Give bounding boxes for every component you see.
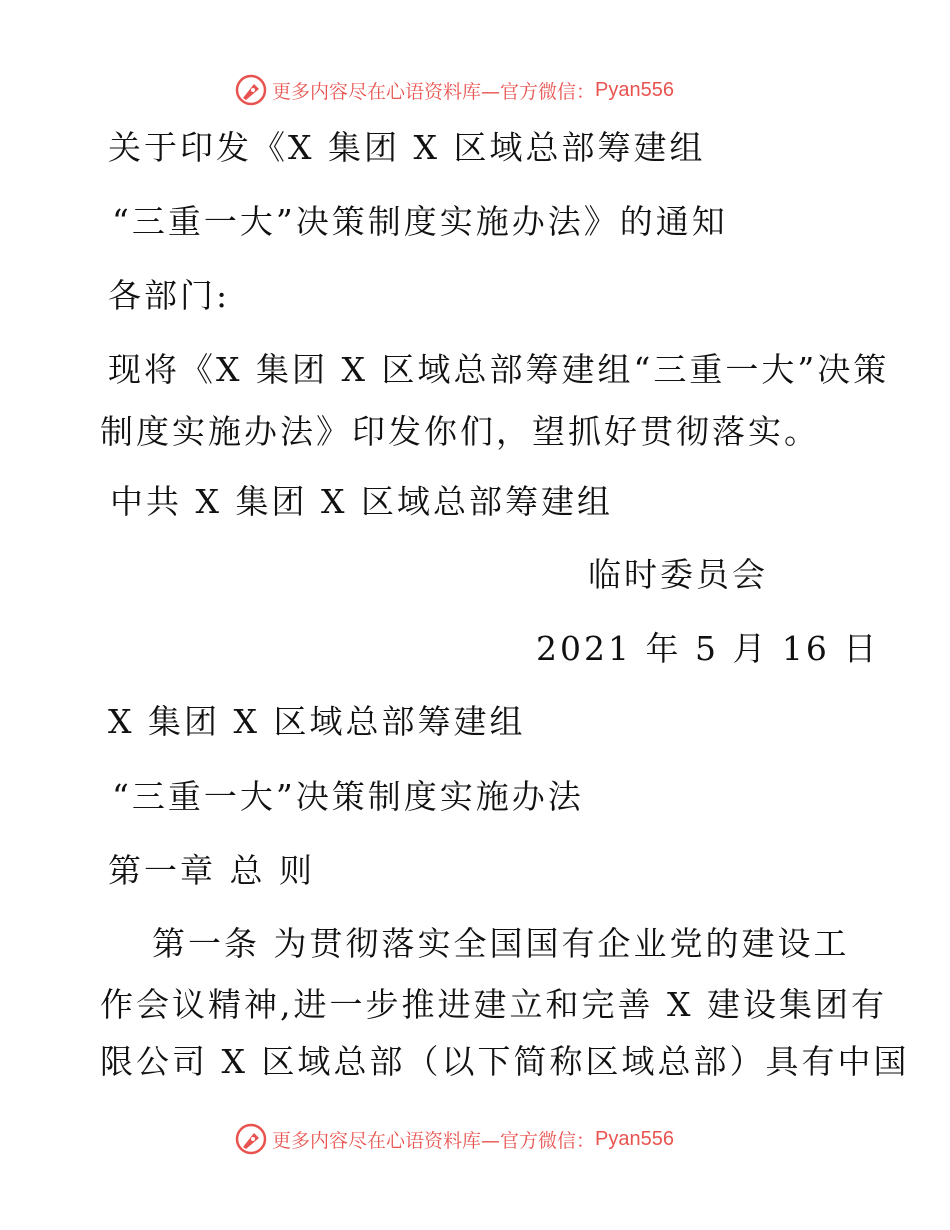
measures-title-line-1: X 集团 X 区域总部筹建组 (108, 702, 526, 741)
pen-nib-logo-icon (234, 1122, 268, 1156)
salutation: 各部门: (108, 276, 231, 315)
watermark-wechat-id: Pyan556 (595, 1127, 674, 1150)
watermark-text: 更多内容尽在心语资料库—官方微信： (272, 1129, 596, 1152)
notice-title-line-1: 关于印发《X 集团 X 区域总部筹建组 (108, 128, 706, 167)
pen-nib-logo-icon (234, 73, 268, 107)
notice-body-line-1: 现将《X 集团 X 区域总部筹建组“三重一大”决策 (108, 350, 890, 389)
watermark-footer (234, 1119, 674, 1159)
issuer-line-2: 临时委员会 (588, 555, 768, 594)
issuer-line-1: 中共 X 集团 X 区域总部筹建组 (110, 482, 613, 521)
chapter-heading: 第一章 总 则 (108, 851, 315, 890)
measures-title-line-2: “三重一大”决策制度实施办法 (112, 777, 584, 816)
article-1-line-3: 限公司 X 区域总部（以下简称区域总部）具有中国 (100, 1042, 910, 1081)
article-1-line-2: 作会议精神,进一步推进建立和完善 X 建设集团有 (100, 985, 887, 1024)
watermark-header (234, 70, 674, 110)
notice-body-line-2: 制度实施办法》印发你们，望抓好贯彻落实。 (100, 412, 820, 451)
notice-title-line-2: “三重一大”决策制度实施办法》的通知 (112, 202, 728, 241)
issue-date: 2021 年 5 月 16 日 (536, 629, 880, 668)
article-1-line-1: 第一条 为贯彻落实全国国有企业党的建设工 (152, 924, 850, 963)
watermark-text: 更多内容尽在心语资料库—官方微信： (272, 80, 596, 103)
watermark-wechat-id: Pyan556 (595, 78, 674, 101)
